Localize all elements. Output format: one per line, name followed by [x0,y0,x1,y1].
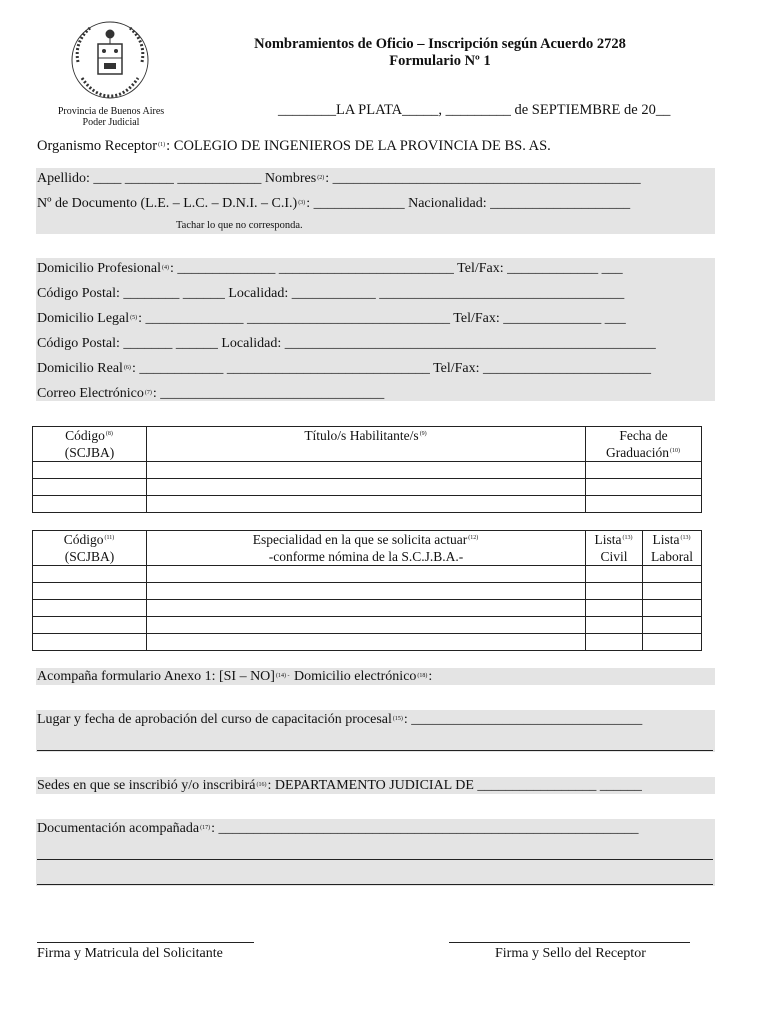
curso-extra-line [37,750,713,751]
nacionalidad-blank: : _____________ Nacionalidad: ____________________ [306,196,631,211]
organismo-label: Organismo Receptor [37,138,158,154]
domicilio-legal-field[interactable] [37,310,626,328]
table-row[interactable] [33,479,702,496]
nombres-blank: : ____________________________________________ [325,171,641,186]
anexo-label: Acompaña formulario Anexo 1: [SI – NO] [37,669,275,684]
footnote-ref: (3) [298,200,306,206]
documentacion-line-3 [37,884,713,885]
form-title: Nombramientos de Oficio – Inscripción según Acuerdo 2728 [254,36,626,52]
form-subtitle: Formulario Nº 1 [389,53,491,69]
correo-electronico-field[interactable] [37,385,384,403]
especialidad-header: Especialidad en la que se solicita actuar$^{(12)}$ -conforme nómina de la S.C.J.B.A.- [147,531,586,566]
table-row[interactable] [33,634,702,651]
footnote-ref: (15) [392,716,403,722]
documento-label: Nº de Documento (L.E. – L.C. – D.N.I. – C.I.) [37,196,298,211]
address-section [36,258,715,401]
domicilio-electronico-label: Domicilio electrónico [290,669,417,684]
table-row[interactable] [33,583,702,600]
documentacion-label: Documentación acompañada [37,821,200,836]
domicilio-profesional-field[interactable] [37,260,623,278]
footnote-ref: (18) [417,673,428,679]
documento-nacionalidad-field[interactable] [37,195,630,213]
codigo-header: Código$^{(8)}$ (SCJBA) [33,427,147,462]
titulos-table [32,426,702,513]
curso-label: Lugar y fecha de aprobación del curso de capacitación procesal [37,712,392,727]
table-row[interactable] [33,600,702,617]
domicilio-legal-blank: : ______________ _____________________________ Tel/Fax: ______________ ___ [138,311,626,326]
table-header-row [33,427,702,462]
footnote-ref: (14) - [275,673,290,679]
solicitante-signature-label: Firma y Matricula del Solicitante [37,946,223,961]
table-row[interactable] [33,617,702,634]
apellido-label: Apellido: ____ _______ ____________ Nombres [37,171,317,186]
anexo-field[interactable] [37,668,432,686]
domicilio-real-field[interactable] [37,360,651,378]
domicilio-real-blank: : ____________ _____________________________ Tel/Fax: ________________________ [131,361,652,376]
footnote-ref: (17) [200,825,211,831]
documentacion-field[interactable] [37,820,638,838]
lista-laboral-header: Lista$^{(13)}$ Laboral [643,531,702,566]
domicilio-profesional-label: Domicilio Profesional [37,261,162,276]
seal-logo [68,18,152,102]
apellido-nombres-field[interactable] [37,170,641,188]
codigo-postal-field-2[interactable]: Código Postal: _______ ______ Localidad: _____________________________________________________ [37,336,656,351]
domicilio-profesional-blank: : ______________ _________________________ Tel/Fax: _____________ ___ [170,261,623,276]
receptor-signature-label: Firma y Sello del Receptor [495,946,646,961]
footnote-ref: (4) [162,265,170,271]
footnote-ref: (6) [123,365,131,371]
sedes-label: Sedes en que se inscribió y/o inscribirá [37,778,256,793]
lista-civil-header: Lista$^{(13)}$ Civil [586,531,643,566]
curso-capacitacion-field[interactable] [37,711,642,729]
domicilio-legal-label: Domicilio Legal [37,311,130,326]
footnote-ref: (16) [256,782,267,788]
codigo-postal-field-1[interactable]: Código Postal: ________ ______ Localidad: ____________ ___________________________________ [37,286,625,301]
organismo-value: : COLEGIO DE INGENIEROS DE LA PROVINCIA DE BS. AS. [166,138,551,154]
table-row[interactable] [33,496,702,513]
tachar-note: Tachar lo que no corresponda. [176,220,303,231]
footnote-ref: (1) [158,142,166,148]
colon: : [428,669,433,684]
footnote-ref: (7) [144,390,152,396]
documentacion-line-2 [37,859,713,860]
domicilio-real-label: Domicilio Real [37,361,123,376]
table-row[interactable] [33,566,702,583]
sedes-field[interactable] [37,777,642,795]
solicitante-signature-line[interactable] [37,942,254,943]
documentacion-blank: : ____________________________________________________________ [211,821,639,836]
codigo-header: Código$^{(11)}$ (SCJBA) [33,531,147,566]
footnote-ref: (2) [317,175,325,181]
departamento-judicial-blank: : DEPARTAMENTO JUDICIAL DE _________________ ______ [267,778,642,793]
place-date-line: ________LA PLATA_____, _________ de SEPTIEMBRE de 20__ [278,102,671,118]
organismo-receptor [37,137,551,155]
especialidad-table [32,530,702,651]
fecha-graduacion-header: Fecha de Graduación$^{(10)}$ [586,427,702,462]
receptor-signature-line[interactable] [449,942,690,943]
curso-blank: : _________________________________ [403,712,643,727]
correo-blank: : ________________________________ [152,386,385,401]
footnote-ref: (5) [130,315,138,321]
table-header-row [33,531,702,566]
titulo-header: Título/s Habilitante/$s^{(9)}$ [147,427,586,462]
correo-label: Correo Electrónico [37,386,144,401]
seal-caption-1: Provincia de Buenos Aires [57,106,165,117]
table-row[interactable] [33,462,702,479]
seal-caption-2: Poder Judicial [82,117,140,128]
